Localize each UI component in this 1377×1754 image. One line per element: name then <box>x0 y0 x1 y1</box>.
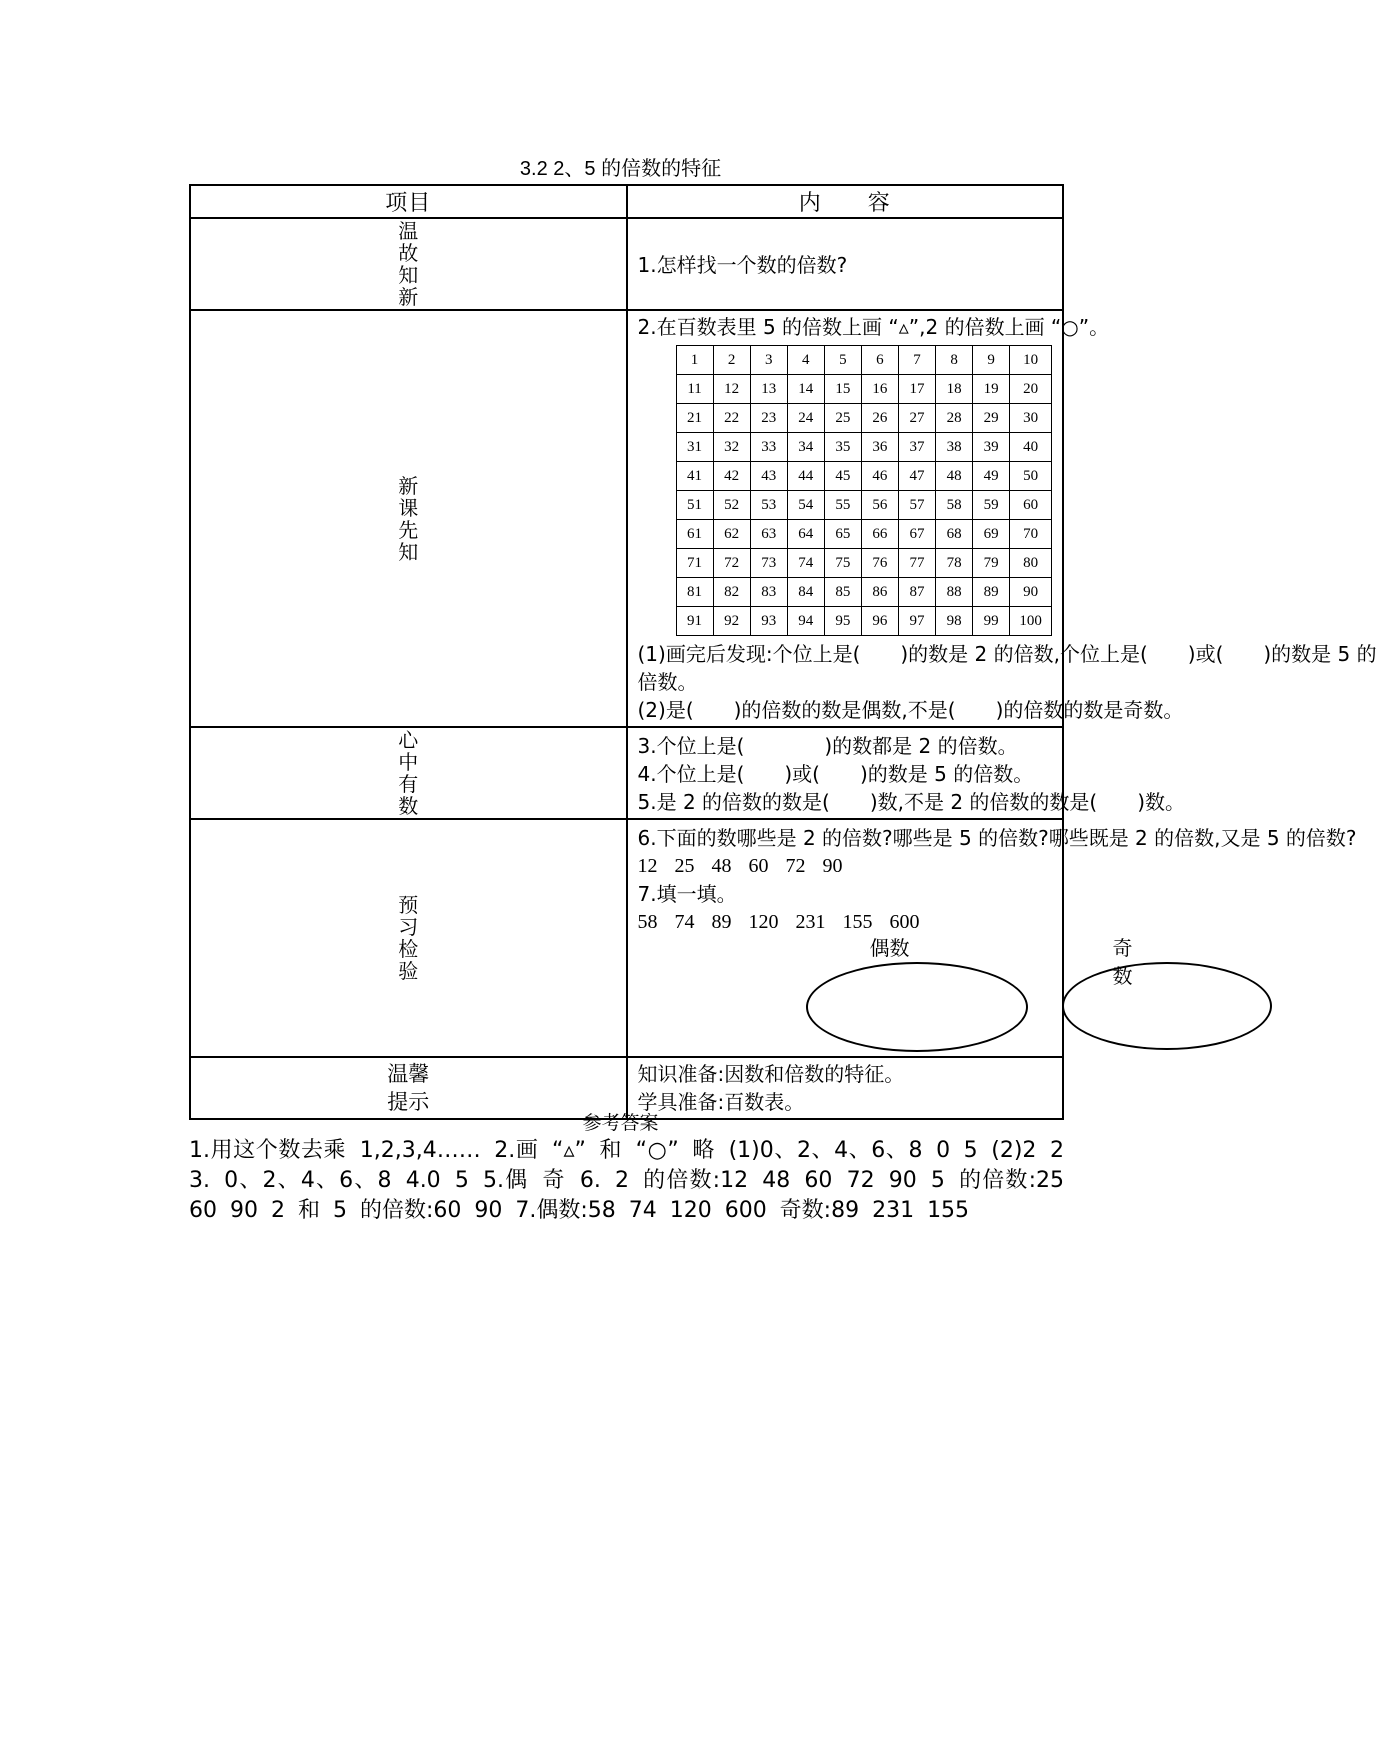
review-cell <box>627 218 1064 310</box>
hundred-chart-cell[interactable]: 82 <box>713 578 750 607</box>
hundred-chart-cell[interactable]: 72 <box>713 549 750 578</box>
hundred-chart-cell[interactable]: 14 <box>787 375 824 404</box>
hundred-chart-cell[interactable]: 75 <box>824 549 861 578</box>
hundred-chart-cell[interactable]: 77 <box>898 549 935 578</box>
answers-title: 参考答案 <box>582 1112 659 1134</box>
hundred-chart-row <box>676 578 1052 607</box>
hundred-chart-cell[interactable]: 1 <box>676 346 713 375</box>
hundred-chart-cell[interactable]: 84 <box>787 578 824 607</box>
hundred-chart-cell[interactable]: 66 <box>861 520 898 549</box>
hundred-chart-cell[interactable]: 13 <box>750 375 787 404</box>
hundred-chart-cell[interactable]: 52 <box>713 491 750 520</box>
hundred-chart-cell[interactable]: 97 <box>898 607 935 636</box>
hundred-chart-cell[interactable]: 3 <box>750 346 787 375</box>
hundred-chart-cell[interactable]: 50 <box>1010 462 1052 491</box>
hundred-chart-row <box>676 404 1052 433</box>
hundred-chart-cell[interactable]: 26 <box>861 404 898 433</box>
hundred-chart-cell[interactable]: 73 <box>750 549 787 578</box>
hundred-chart-cell[interactable]: 36 <box>861 433 898 462</box>
hundred-chart-cell[interactable]: 20 <box>1010 375 1052 404</box>
question-2-1-cont: 倍数。 <box>637 670 698 694</box>
hundred-chart-cell[interactable]: 37 <box>898 433 935 462</box>
hundred-chart-row <box>676 491 1052 520</box>
hundred-chart-row <box>676 520 1052 549</box>
hundred-chart-cell[interactable]: 39 <box>973 433 1010 462</box>
tip-knowledge: 知识准备:因数和倍数的特征。 <box>637 1062 905 1086</box>
check-cell <box>627 819 1357 1057</box>
hundred-chart-cell[interactable]: 46 <box>861 462 898 491</box>
page-title: 3.2 2、5 的倍数的特征 <box>519 158 722 180</box>
hundred-chart-cell[interactable]: 78 <box>936 549 973 578</box>
hundred-chart-cell[interactable]: 55 <box>824 491 861 520</box>
hundred-chart-cell[interactable]: 30 <box>1010 404 1052 433</box>
hundred-chart-cell[interactable]: 51 <box>676 491 713 520</box>
hundred-chart-cell[interactable]: 24 <box>787 404 824 433</box>
hundred-chart-cell[interactable]: 91 <box>676 607 713 636</box>
hundred-chart-cell[interactable]: 81 <box>676 578 713 607</box>
hundred-chart <box>676 345 1053 636</box>
hundred-chart-cell[interactable]: 54 <box>787 491 824 520</box>
hundred-chart-cell[interactable]: 79 <box>973 549 1010 578</box>
hundred-chart-cell[interactable]: 64 <box>787 520 824 549</box>
header-item: 项目 <box>190 185 627 218</box>
hundred-chart-cell[interactable]: 67 <box>898 520 935 549</box>
hundred-chart-cell[interactable]: 99 <box>973 607 1010 636</box>
hundred-chart-cell[interactable]: 10 <box>1010 346 1052 375</box>
hundred-chart-cell[interactable]: 95 <box>824 607 861 636</box>
odd-oval[interactable] <box>1062 962 1272 1050</box>
hundred-chart-cell[interactable]: 6 <box>861 346 898 375</box>
hundred-chart-cell[interactable]: 65 <box>824 520 861 549</box>
hundred-chart-cell[interactable]: 70 <box>1010 520 1052 549</box>
even-label: 偶数 <box>869 936 910 960</box>
hundred-chart-cell[interactable]: 19 <box>973 375 1010 404</box>
question-6-numbers: 12 25 48 60 72 90 <box>637 855 843 877</box>
hundred-chart-cell[interactable]: 60 <box>1010 491 1052 520</box>
hundred-chart-cell[interactable]: 47 <box>898 462 935 491</box>
hundred-chart-cell[interactable]: 63 <box>750 520 787 549</box>
hundred-chart-cell[interactable]: 28 <box>936 404 973 433</box>
hundred-chart-cell[interactable]: 31 <box>676 433 713 462</box>
hundred-chart-cell[interactable]: 61 <box>676 520 713 549</box>
hundred-chart-cell[interactable]: 12 <box>713 375 750 404</box>
hundred-chart-cell[interactable]: 17 <box>898 375 935 404</box>
hundred-chart-cell[interactable]: 16 <box>861 375 898 404</box>
row-label-check: 预习检验 <box>190 819 627 1057</box>
hundred-chart-cell[interactable]: 94 <box>787 607 824 636</box>
hundred-chart-cell[interactable]: 90 <box>1010 578 1052 607</box>
hundred-chart-cell[interactable]: 15 <box>824 375 861 404</box>
hundred-chart-cell[interactable]: 4 <box>787 346 824 375</box>
question-7: 7.填一填。 <box>637 882 737 906</box>
hundred-chart-cell[interactable]: 23 <box>750 404 787 433</box>
hundred-chart-cell[interactable]: 44 <box>787 462 824 491</box>
hundred-chart-cell[interactable]: 48 <box>936 462 973 491</box>
hundred-chart-cell[interactable]: 49 <box>973 462 1010 491</box>
hundred-chart-cell[interactable]: 88 <box>936 578 973 607</box>
hundred-chart-cell[interactable]: 22 <box>713 404 750 433</box>
even-oval[interactable] <box>806 962 1028 1052</box>
hundred-chart-cell[interactable]: 76 <box>861 549 898 578</box>
hundred-chart-cell[interactable]: 8 <box>936 346 973 375</box>
hundred-chart-row <box>676 607 1052 636</box>
hundred-chart-cell[interactable]: 100 <box>1010 607 1052 636</box>
hundred-chart-cell[interactable]: 43 <box>750 462 787 491</box>
sorting-ovals <box>638 936 1133 1054</box>
hundred-chart-cell[interactable]: 87 <box>898 578 935 607</box>
hundred-chart-cell[interactable]: 56 <box>861 491 898 520</box>
hundred-chart-cell[interactable]: 83 <box>750 578 787 607</box>
odd-label: 奇数 <box>1112 936 1133 988</box>
question-3: 3.个位上是( )的数都是 2 的倍数。 <box>637 734 1018 758</box>
question-1: 1.怎样找一个数的倍数? <box>637 253 848 277</box>
hundred-chart-cell[interactable]: 71 <box>676 549 713 578</box>
hundred-chart-cell[interactable]: 85 <box>824 578 861 607</box>
hundred-chart-cell[interactable]: 42 <box>713 462 750 491</box>
question-2-2: (2)是( )的倍数的数是偶数,不是( )的倍数的数是奇数。 <box>637 698 1184 722</box>
hundred-chart-cell[interactable]: 93 <box>750 607 787 636</box>
hundred-chart-cell[interactable]: 18 <box>936 375 973 404</box>
hundred-chart-cell[interactable]: 40 <box>1010 433 1052 462</box>
question-7-numbers: 58 74 89 120 231 155 600 <box>637 911 920 933</box>
hundred-chart-cell[interactable]: 53 <box>750 491 787 520</box>
hundred-chart-cell[interactable]: 45 <box>824 462 861 491</box>
hundred-chart-cell[interactable]: 27 <box>898 404 935 433</box>
hundred-chart-row <box>676 433 1052 462</box>
worksheet-table <box>189 184 1377 1120</box>
header-content: 内 容 <box>627 185 1064 218</box>
hundred-chart-cell[interactable]: 21 <box>676 404 713 433</box>
hundred-chart-row <box>676 375 1052 404</box>
hundred-chart-cell[interactable]: 11 <box>676 375 713 404</box>
hundred-chart-cell[interactable]: 35 <box>824 433 861 462</box>
hundred-chart-cell[interactable]: 9 <box>973 346 1010 375</box>
hundred-chart-cell[interactable]: 92 <box>713 607 750 636</box>
hundred-chart-row <box>676 346 1052 375</box>
row-label-tips: 温馨提示 <box>190 1057 627 1119</box>
hundred-chart-cell[interactable]: 59 <box>973 491 1010 520</box>
hundred-chart-cell[interactable]: 62 <box>713 520 750 549</box>
row-label-review: 温故知新 <box>190 218 627 310</box>
hundred-chart-cell[interactable]: 5 <box>824 346 861 375</box>
hundred-chart-cell[interactable]: 96 <box>861 607 898 636</box>
preview-cell <box>627 310 1377 727</box>
question-4: 4.个位上是( )或( )的数是 5 的倍数。 <box>637 762 1034 786</box>
mind-cell <box>627 727 1186 819</box>
hundred-chart-cell[interactable]: 98 <box>936 607 973 636</box>
question-2-1: (1)画完后发现:个位上是( )的数是 2 的倍数,个位上是( )或( )的数是 5 的 <box>637 642 1377 666</box>
row-label-preview: 新课先知 <box>190 310 627 727</box>
hundred-chart-cell[interactable]: 68 <box>936 520 973 549</box>
hundred-chart-cell[interactable]: 58 <box>936 491 973 520</box>
question-2: 2.在百数表里 5 的倍数上画 “▵”,2 的倍数上画 “○”。 <box>637 315 1110 339</box>
hundred-chart-cell[interactable]: 41 <box>676 462 713 491</box>
hundred-chart-cell[interactable]: 38 <box>936 433 973 462</box>
hundred-chart-cell[interactable]: 57 <box>898 491 935 520</box>
answers-text: 1.用这个数去乘 1,2,3,4…… 2.画 “▵” 和 “○” 略 (1)0、2、4、6、8 0 5 (2)2 2 3. 0、2、4、6、8 4.0 5 5.偶 奇 6. 2 的倍数:12 48 60 72 90 5 的倍数:25 60 90 2 和 5 的倍数:60 90 7.偶数:58 74 120 600 奇数:89 231 155 <box>189 1138 1064 1223</box>
hundred-chart-cell[interactable]: 89 <box>973 578 1010 607</box>
hundred-chart-cell[interactable]: 34 <box>787 433 824 462</box>
question-6: 6.下面的数哪些是 2 的倍数?哪些是 5 的倍数?哪些既是 2 的倍数,又是 5 的倍数? <box>637 826 1357 850</box>
hundred-chart-cell[interactable]: 29 <box>973 404 1010 433</box>
hundred-chart-cell[interactable]: 2 <box>713 346 750 375</box>
row-label-mind: 心中有数 <box>190 727 627 819</box>
hundred-chart-cell[interactable]: 86 <box>861 578 898 607</box>
hundred-chart-row <box>676 462 1052 491</box>
question-5: 5.是 2 的倍数的数是( )数,不是 2 的倍数的数是( )数。 <box>637 790 1186 814</box>
hundred-chart-cell[interactable]: 33 <box>750 433 787 462</box>
hundred-chart-cell[interactable]: 32 <box>713 433 750 462</box>
hundred-chart-cell[interactable]: 69 <box>973 520 1010 549</box>
hundred-chart-cell[interactable]: 74 <box>787 549 824 578</box>
hundred-chart-cell[interactable]: 25 <box>824 404 861 433</box>
hundred-chart-cell[interactable]: 7 <box>898 346 935 375</box>
hundred-chart-cell[interactable]: 80 <box>1010 549 1052 578</box>
tip-tools: 学具准备:百数表。 <box>637 1090 805 1114</box>
hundred-chart-row <box>676 549 1052 578</box>
